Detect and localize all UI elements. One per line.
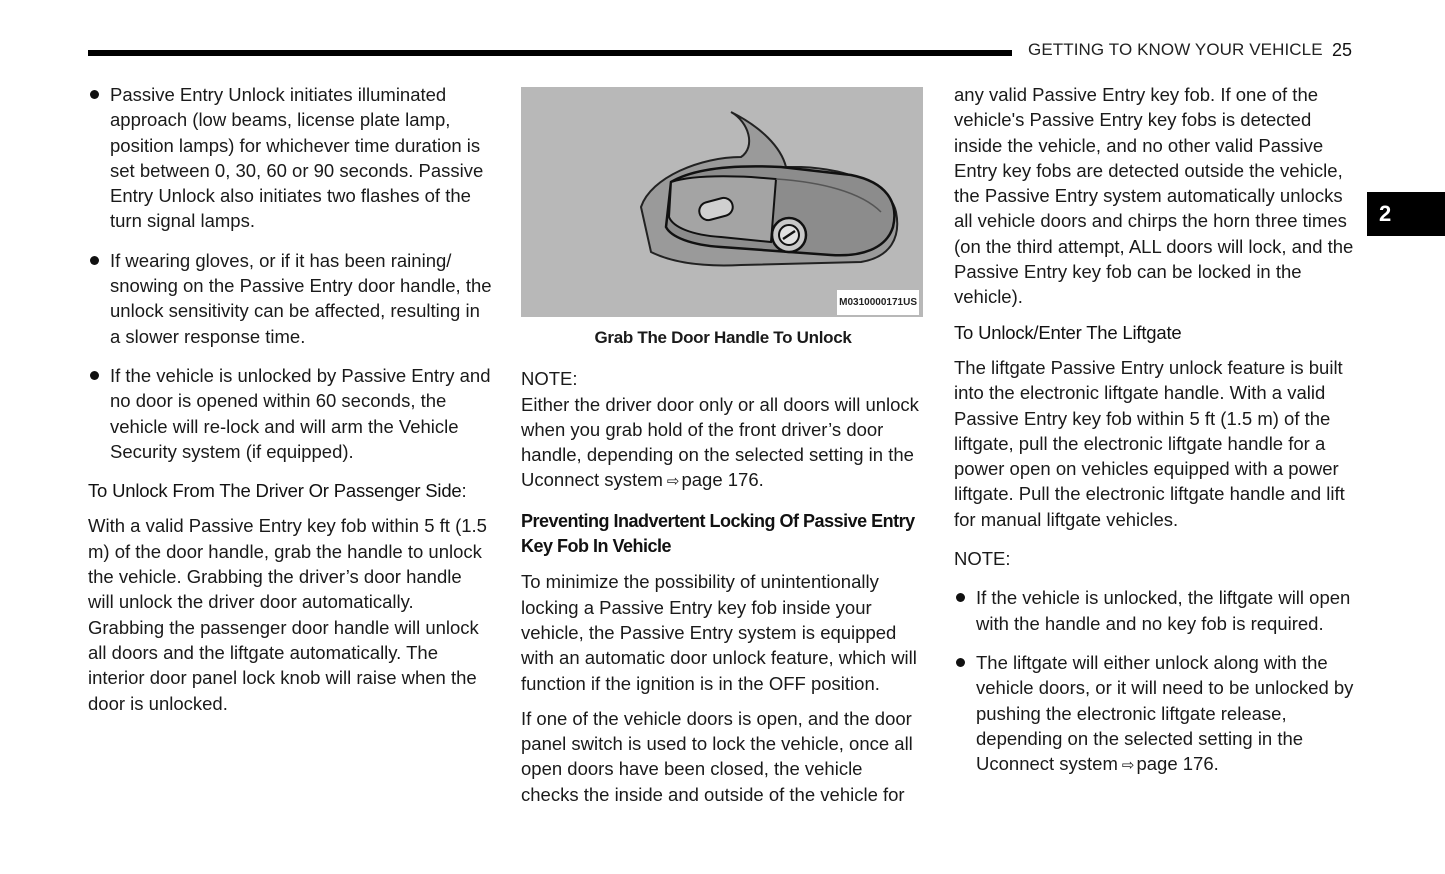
- section-heading-liftgate: To Unlock/Enter The Liftgate: [954, 321, 1182, 343]
- page-number: 25: [1332, 40, 1353, 60]
- section-heading-driver-passenger: To Unlock From The Driver Or Passenger Side:: [88, 480, 467, 502]
- header-rule: [88, 50, 1012, 56]
- page-ref-arrow-icon: ⇨: [1121, 757, 1135, 775]
- liftgate-bullet-2-text: The liftgate will either unlock along with the vehicle doors, or it will need to be unlocked by pushing the electronic liftgate release, depending on the selected setting in the Uconnect system: [976, 651, 1354, 775]
- note-label: NOTE:: [521, 368, 578, 390]
- liftgate-note-label: NOTE:: [954, 548, 1011, 570]
- section-heading-prevent-locking: Preventing Inadvertent Locking Of Passive Entry Key Fob In Vehicle: [521, 510, 915, 557]
- driver-passenger-paragraph: With a valid Passive Entry key fob within 5 ft (1.5 m) of the door handle, grab the handle to unlock the vehicle. Grabbing the driver’s door handle will unlock the driver door automatically. Grabbing the passenger door handle will unlock all doors and the liftgate automatically. The interior door panel lock knob will raise when the door is unlocked.: [88, 515, 487, 714]
- prevent-locking-paragraph-2: If one of the vehicle doors is open, and the door panel switch is used to lock the vehicle, once all open doors have been closed, the vehicle checks the inside and outside of the vehicle for: [521, 707, 913, 805]
- page-ref-link[interactable]: page 176.: [1136, 753, 1219, 775]
- list-item: [954, 650, 1358, 778]
- chapter-tab: 2: [1367, 192, 1445, 236]
- left-bullet-list: [88, 82, 492, 464]
- left-column: [88, 82, 492, 726]
- header-title: GETTING TO KNOW YOUR VEHICLE: [1028, 40, 1323, 59]
- figure-code: M0310000171US: [837, 290, 919, 315]
- door-handle-illustration: [521, 87, 923, 317]
- list-item: Passive Entry Unlock initiates illuminated approach (low beams, license plate lamp, position lamps) for whichever time duration is set between 0, 30, 60 or 90 seconds. Passive Entry Unlock also initiates two flashes of the turn signal lamps.: [88, 82, 492, 234]
- list-item: If wearing gloves, or if it has been raining/ snowing on the Passive Entry door handle, the unlock sensitivity can be affected, resulting in a slower response time.: [88, 248, 492, 349]
- page-ref-arrow-icon: ⇨: [666, 473, 680, 491]
- right-column: [954, 82, 1358, 792]
- list-item: If the vehicle is unlocked by Passive Entry and no door is opened within 60 seconds, the vehicle will re-lock and will arm the Vehicle Security system (if equipped).: [88, 363, 492, 464]
- note-paragraph: [521, 392, 925, 495]
- middle-column: [521, 82, 925, 817]
- prevent-locking-continued: any valid Passive Entry key fob. If one of the vehicle's Passive Entry key fobs is detected inside the vehicle, and no other valid Passive Entry key fobs are detected outside the vehicle, the Passive Entry system automatically unlocks all vehicle doors and chirps the horn three times (on the third attempt, ALL doors will lock, and the Passive Entry key fob can be locked in the vehicle).: [954, 84, 1354, 308]
- figure-caption: Grab The Door Handle To Unlock: [594, 328, 852, 347]
- list-item: If the vehicle is unlocked, the liftgate will open with the handle and no key fob is required.: [954, 585, 1358, 636]
- page-ref-link[interactable]: page 176.: [681, 469, 764, 491]
- prevent-locking-paragraph-1: To minimize the possibility of unintentionally locking a Passive Entry key fob inside your vehicle, the Passive Entry system is equipped with an automatic door unlock feature, which will function if the ignition is in the OFF position.: [521, 571, 917, 694]
- liftgate-paragraph: The liftgate Passive Entry unlock feature is built into the electronic liftgate handle. With a valid Passive Entry key fob within 5 ft (1.5 m) of the liftgate, pull the electronic liftgate handle for a power open on vehicles equipped with a power liftgate. Pull the electronic liftgate handle and lift for manual liftgate vehicles.: [954, 356, 1345, 530]
- liftgate-bullet-list: [954, 585, 1358, 778]
- note-text: Either the driver door only or all doors will unlock when you grab hold of the front driver’s door handle, depending on the selected setting in the Uconnect system: [521, 393, 919, 491]
- door-handle-figure: [521, 87, 923, 317]
